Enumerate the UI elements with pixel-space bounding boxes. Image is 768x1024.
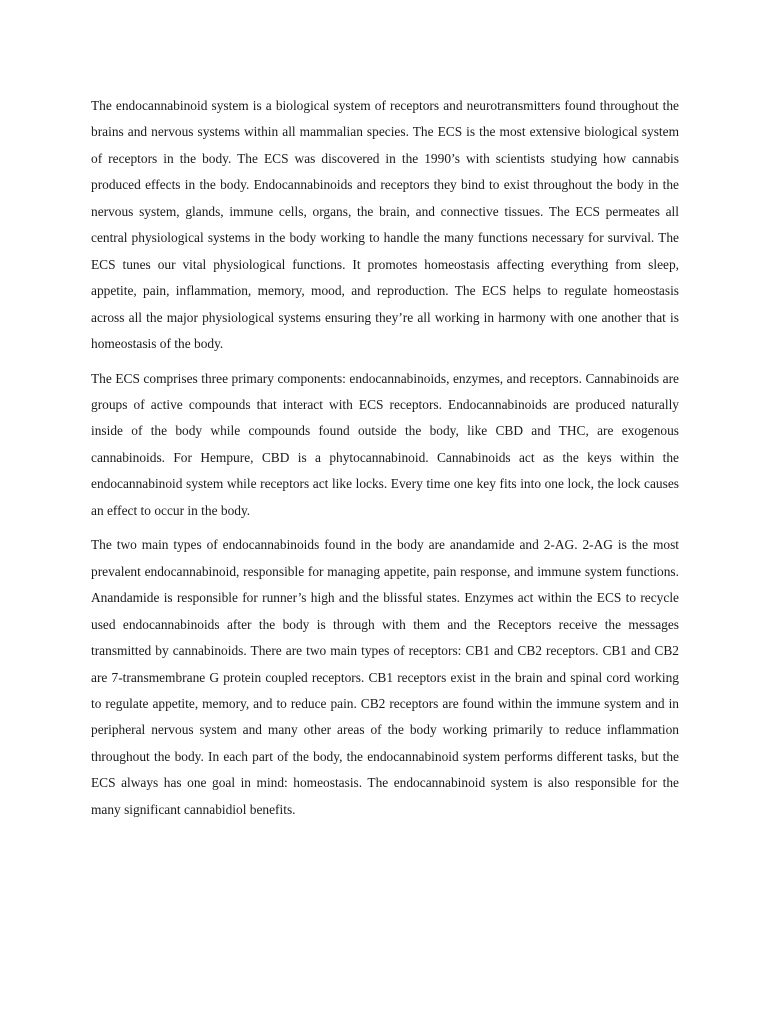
paragraph-ecs-overview: The endocannabinoid system is a biological system of receptors and neurotransmitters found throughout the brains and nervous systems within all mammalian species. The ECS is the most extensive biological system of receptors in the body. The ECS was discovered in the 1990’s with scientists studying how cannabis produced effects in the body. Endocannabinoids and receptors they bind to exist throughout the body in the nervous system, glands, immune cells, organs, the brain, and connective tissues. The ECS permeates all central physiological systems in the body working to handle the many functions necessary for survival. The ECS tunes our vital physiological functions. It promotes homeostasis affecting everything from sleep, appetite, pain, inflammation, memory, mood, and reproduction. The ECS helps to regulate homeostasis across all the major physiological systems ensuring they’re all working in harmony with one another that is homeostasis of the body. bbox=[91, 98, 679, 352]
paragraph-ecs-components: The ECS comprises three primary components: endocannabinoids, enzymes, and receptors. Cannabinoids are groups of active compounds that interact with ECS receptors. Endocannabinoids are produced naturally inside of the body while compounds found outside the body, like CBD and THC, are exogenous cannabinoids. For Hempure, CBD is a phytocannabinoid. Cannabinoids act as the keys within the endocannabinoid system while receptors act like locks. Every time one key fits into one lock, the lock causes an effect to occur in the body. bbox=[91, 370, 679, 518]
paragraph-endocannabinoid-types: The two main types of endocannabinoids found in the body are anandamide and 2-AG. 2-AG is the most prevalent endocannabinoid, responsible for managing appetite, pain response, and immune system functions. Anandamide is responsible for runner’s high and the blissful states. Enzymes act within the ECS to recycle used endocannabinoids after the body is through with them and the Receptors receive the messages transmitted by cannabinoids. There are two main types of receptors: CB1 and CB2 receptors. CB1 and CB2 are 7-transmembrane G protein coupled receptors. CB1 receptors exist in the brain and spinal cord working to regulate appetite, memory, and to reduce pain. CB2 receptors are found within the immune system and in peripheral nervous system and many other areas of the body working primarily to reduce inflammation throughout the body. In each part of the body, the endocannabinoid system performs different tasks, but the ECS always has one goal in mind: homeostasis. The endocannabinoid system is also responsible for the many significant cannabidiol benefits. bbox=[91, 537, 679, 817]
document-body bbox=[91, 93, 679, 831]
